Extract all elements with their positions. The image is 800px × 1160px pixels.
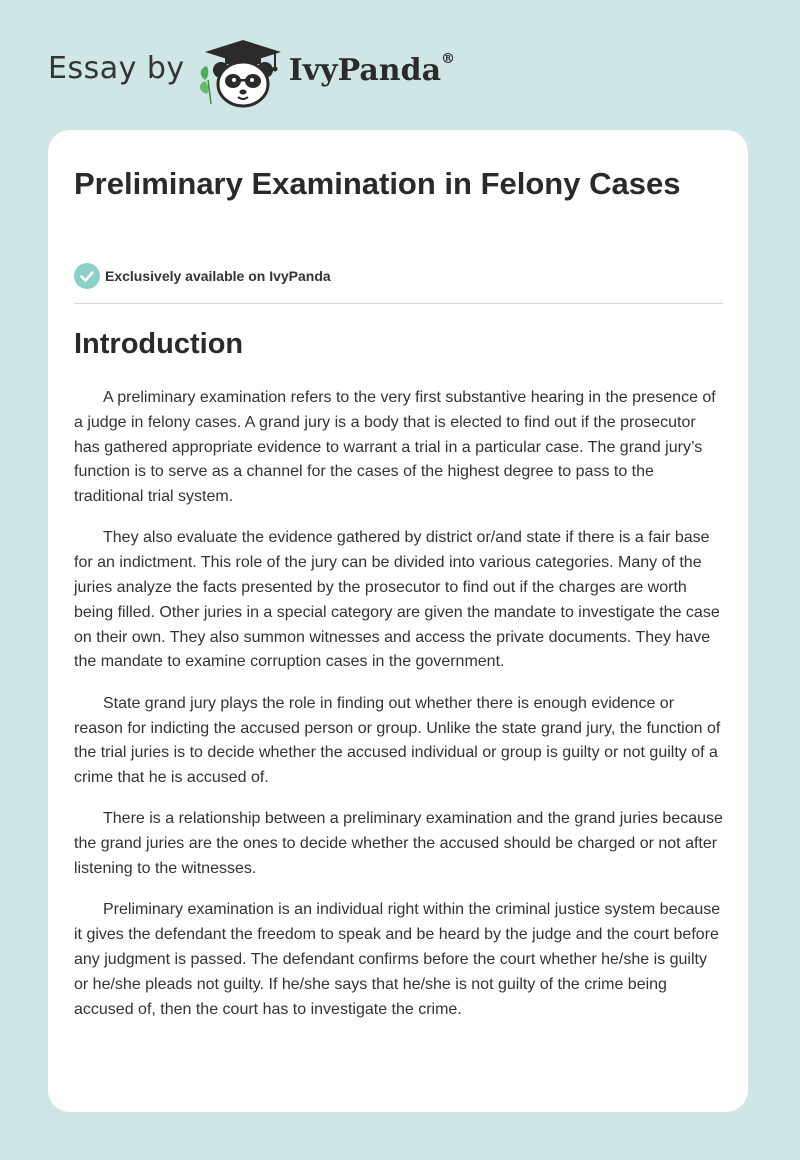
check-circle-icon xyxy=(74,263,100,289)
essay-by-label: Essay by xyxy=(48,50,185,86)
exclusive-badge-text: Exclusively available on IvyPanda xyxy=(105,268,331,284)
registered-mark: ® xyxy=(441,50,456,67)
essay-body xyxy=(74,386,724,1039)
essay-card xyxy=(48,130,748,1112)
site-header xyxy=(48,36,455,108)
brand-name-text: IvyPanda xyxy=(288,52,442,88)
essay-title: Preliminary Examination in Felony Cases xyxy=(74,166,681,201)
paragraph: Preliminary examination is an individual right within the criminal justice system because it gives the defendant the freedom to speak and be heard by the judge and the court before any judgment is passed. The defendant confirms before the court whether he/she is guilty or he/she pleads not guilty. If he/she says that he/she is not guilty of the crime being accused of, then the court has to investigate the crime. xyxy=(74,901,721,1018)
paragraph: They also evaluate the evidence gathered by district or/and state if there is a fair base for an indictment. This role of the jury can be divided into various categories. Many of the juries analyze the facts presented by the prosecutor to find out if the charges are worth being filled. Other juries in a special category are given the mandate to investigate the case on their own. They also summon witnesses and access the private documents. They have the mandate to examine corruption cases in the government. xyxy=(74,529,720,671)
paragraph: A preliminary examination refers to the very first substantive hearing in the presence of a judge in felony cases. A grand jury is a body that is elected to find out if the prosecutor has gathered appropriate evidence to warrant a trial in a particular case. The grand jury’s function is to serve as a channel for the cases of the highest degree to pass to the traditional trial system. xyxy=(74,389,716,506)
brand-name[interactable] xyxy=(288,50,456,88)
exclusive-badge xyxy=(74,263,331,289)
paragraph: There is a relationship between a preliminary examination and the grand juries because the grand juries are the ones to decide whether the accused should be charged or not after listening to the witnesses. xyxy=(74,810,723,878)
section-heading: Introduction xyxy=(74,328,244,360)
panda-logo-icon[interactable] xyxy=(195,36,285,108)
paragraph: State grand jury plays the role in finding out whether there is enough evidence or reason for indicting the accused person or group. Unlike the state grand jury, the function of the trial juries is to decide whether the accused individual or group is guilty or not guilty of a crime that he is accused of. xyxy=(74,694,721,787)
divider xyxy=(74,303,723,304)
